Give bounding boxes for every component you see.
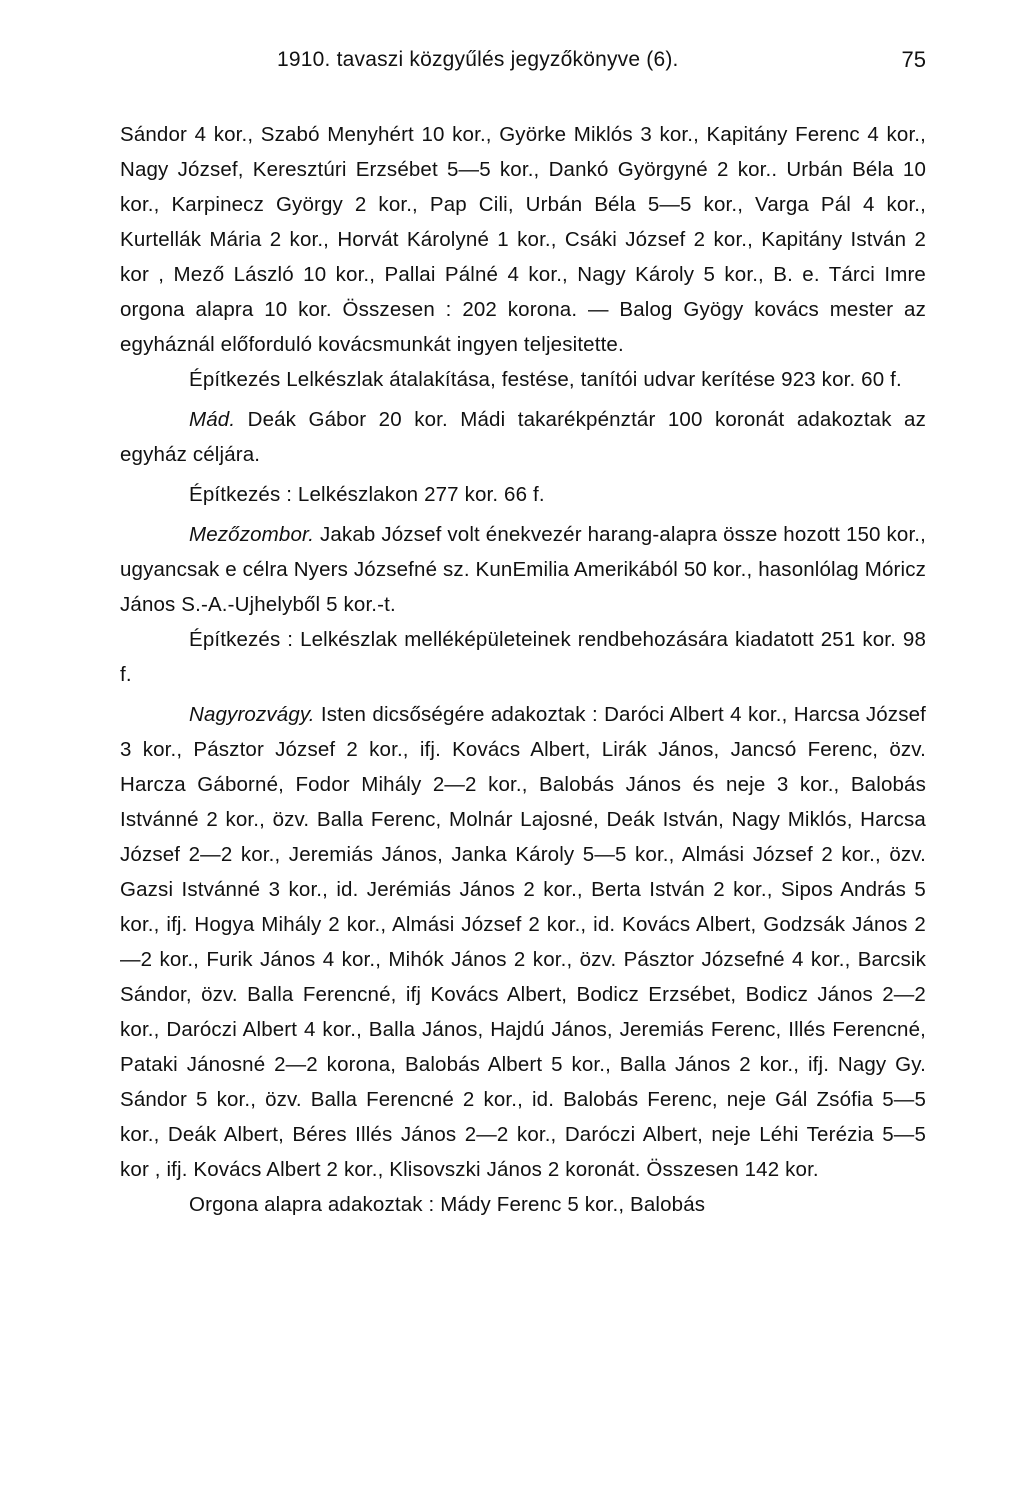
page-body [120,117,926,1222]
paragraph-text: Jakab József volt énekvezér harang-alapra össze hozott 150 kor., ugyancsak e célra Nyers Józsefné sz. KunEmilia Amerikából 50 kor., hasonlólag Móricz János S.-A.-Ujhelyből 5 kor.-t. [120,523,926,616]
paragraph-donations-continued [120,117,926,362]
paragraph-construction-lelkeszlak [120,362,926,397]
running-title: 1910. tavaszi közgyűlés jegyzőkönyve (6). [277,48,679,71]
paragraph-text: Sándor 4 kor., Szabó Menyhért 10 kor., Györke Miklós 3 kor., Kapitány Ferenc 4 kor., Nagy József, Keresztúri Erzsébet 5—5 kor., Dankó Györgyné 2 kor.. Urbán Béla 10 kor., Karpinecz György 2 kor., Pap Cili, Urbán Béla 5—5 kor., Varga Pál 4 kor., Kurtellák Mária 2 kor., Horvát Károlyné 1 kor., Csáki József 2 kor., Kapitány István 2 kor , Mező László 10 kor., Pallai Pálné 4 kor., Nagy Károly 5 kor., B. e. Tárci Imre orgona alapra 10 kor. Összesen : 202 korona. — Balog Gyögy kovács mester az egyháznál előforduló kovácsmunkát ingyen teljesitette. [120,123,926,356]
paragraph-text: Építkezés Lelkészlak átalakítása, festése, tanítói udvar kerítése 923 kor. 60 f. [189,368,902,391]
paragraph-nagyrozvagy [120,697,926,1187]
paragraph-construction-mezozombor [120,622,926,692]
page-header [120,42,926,78]
place-name-mad: Mád. [189,408,236,431]
place-name-mezozombor: Mezőzombor. [189,523,315,546]
paragraph-text: Deák Gábor 20 kor. Mádi takarékpénztár 100 koronát adakoztak az egyház céljára. [120,408,926,466]
place-name-nagyrozvagy: Nagyrozvágy. [189,703,315,726]
paragraph-construction-mad [120,477,926,512]
paragraph-mezozombor [120,517,926,622]
paragraph-text: Építkezés : Lelkészlak melléképületeinek rendbehozására kiadatott 251 kor. 98 f. [120,628,926,686]
paragraph-text: Építkezés : Lelkészlakon 277 kor. 66 f. [189,483,545,506]
document-page [120,42,926,1482]
paragraph-orgona-alapra [120,1187,926,1222]
page-number: 75 [901,47,926,72]
paragraph-text: Isten dicsőségére adakoztak : Daróci Albert 4 kor., Harcsa József 3 kor., Pásztor József 2 kor., ifj. Kovács Albert, Lirák János, Jancsó Ferenc, özv. Harcza Gáborné, Fodor Mihály 2—2 kor., Balobás János és neje 3 kor., Balobás Istvánné 2 kor., özv. Balla Ferenc, Molnár Lajosné, Deák István, Nagy Miklós, Harcsa József 2—2 kor., Jeremiás János, Janka Károly 5—5 kor., Almási József 2 kor., özv. Gazsi Istvánné 3 kor., id. Jerémiás János 2 kor., Berta István 2 kor., Sipos András 5 kor., ifj. Hogya Mihály 2 kor., Almási József 2 kor., id. Kovács Albert, Godzsák János 2—2 kor., Furik János 4 kor., Mihók János 2 kor., özv. Pásztor Józsefné 4 kor., Barcsik Sándor, özv. Balla Ferencné, ifj Kovács Albert, Bodicz Erzsébet, Bodicz János 2—2 kor., Daróczi Albert 4 kor., Balla János, Hajdú János, Jeremiás Ferenc, Illés Ferencné, Pataki Jánosné 2—2 korona, Balobás Albert 5 kor., Balla János 2 kor., ifj. Nagy Gy. Sándor 5 kor., özv. Balla Ferencné 2 kor., id. Balobás Ferenc, neje Gál Zsófia 5—5 kor., Deák Albert, Béres Illés János 2—2 kor., Daróczi Albert, neje Léhi Terézia 5—5 kor , ifj. Kovács Albert 2 kor., Klisovszki János 2 koronát. Összesen 142 kor. [120,703,926,1181]
paragraph-text: Orgona alapra adakoztak : Mády Ferenc 5 kor., Balobás [189,1193,706,1216]
paragraph-mad [120,402,926,472]
